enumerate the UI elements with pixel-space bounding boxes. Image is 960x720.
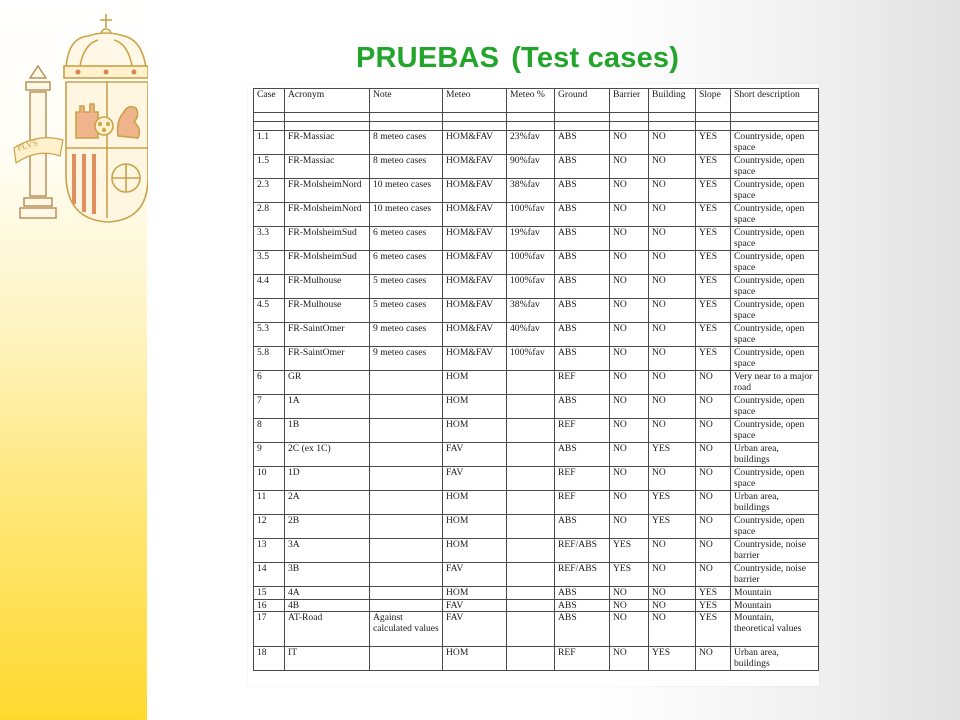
cell-slope: YES	[696, 599, 731, 612]
cell-short-description: Countryside, open space	[731, 251, 819, 275]
cell-case: 9	[254, 443, 285, 467]
header-barrier: Barrier	[610, 89, 649, 113]
cell-meteo-percent: 23%fav	[507, 131, 555, 155]
cell-barrier: NO	[610, 155, 649, 179]
cell-building: NO	[649, 612, 696, 647]
cell-slope: NO	[696, 491, 731, 515]
table-row	[254, 587, 819, 600]
cell-barrier: YES	[610, 563, 649, 587]
cell-meteo-percent	[507, 587, 555, 600]
cell-case: 11	[254, 491, 285, 515]
header-short-description: Short description	[731, 89, 819, 113]
cell-slope: YES	[696, 203, 731, 227]
header-case: Case	[254, 89, 285, 113]
cell-case: 18	[254, 647, 285, 671]
cell-short-description: Urban area, buildings	[731, 647, 819, 671]
cell-ground: REF/ABS	[555, 539, 610, 563]
header-ground: Ground	[555, 89, 610, 113]
cell-case: 8	[254, 419, 285, 443]
cell-slope: NO	[696, 563, 731, 587]
cell-barrier: NO	[610, 203, 649, 227]
cell-slope: NO	[696, 467, 731, 491]
cell-slope: YES	[696, 323, 731, 347]
cell-barrier: NO	[610, 323, 649, 347]
cell-meteo-percent: 100%fav	[507, 203, 555, 227]
cell-acronym: 3B	[285, 563, 370, 587]
cell-short-description: Countryside, noise barrier	[731, 539, 819, 563]
cell-meteo: FAV	[443, 599, 507, 612]
cell-ground: REF	[555, 491, 610, 515]
cell-barrier: NO	[610, 612, 649, 647]
cell-slope: YES	[696, 251, 731, 275]
cell-slope: NO	[696, 419, 731, 443]
cell-note	[370, 599, 443, 612]
cell-short-description: Very near to a major road	[731, 371, 819, 395]
cell-slope: YES	[696, 179, 731, 203]
cell-short-description: Countryside, open space	[731, 395, 819, 419]
cell-short-description: Countryside, open space	[731, 155, 819, 179]
cell-barrier: NO	[610, 443, 649, 467]
cell-meteo: HOM	[443, 647, 507, 671]
cell-acronym: FR-MolsheimNord	[285, 179, 370, 203]
cell-short-description: Countryside, open space	[731, 299, 819, 323]
cell-case: 5.3	[254, 323, 285, 347]
cell-note: 9 meteo cases	[370, 323, 443, 347]
cell-meteo-percent	[507, 467, 555, 491]
table-row	[254, 347, 819, 371]
table-row	[254, 371, 819, 395]
table-row	[254, 647, 819, 671]
cell-ground: REF	[555, 647, 610, 671]
cell-case: 1.1	[254, 131, 285, 155]
table-spacer-row	[254, 113, 819, 122]
cell-building: NO	[649, 227, 696, 251]
cell-acronym: 1D	[285, 467, 370, 491]
cell-slope: YES	[696, 347, 731, 371]
cell-acronym: AT-Road	[285, 612, 370, 647]
cell-meteo: HOM	[443, 419, 507, 443]
cell-note: 10 meteo cases	[370, 179, 443, 203]
cell-building: NO	[649, 203, 696, 227]
table-row	[254, 275, 819, 299]
table-row	[254, 179, 819, 203]
cell-meteo-percent	[507, 515, 555, 539]
cell-slope: NO	[696, 371, 731, 395]
cell-barrier: NO	[610, 515, 649, 539]
table-row	[254, 599, 819, 612]
cell-barrier: NO	[610, 599, 649, 612]
cell-building: NO	[649, 323, 696, 347]
cell-short-description: Countryside, noise barrier	[731, 563, 819, 587]
cell-slope: NO	[696, 647, 731, 671]
cell-acronym: 3A	[285, 539, 370, 563]
header-note: Note	[370, 89, 443, 113]
cell-case: 14	[254, 563, 285, 587]
cell-building: NO	[649, 179, 696, 203]
cell-note	[370, 395, 443, 419]
table-row	[254, 251, 819, 275]
cell-meteo: HOM&FAV	[443, 323, 507, 347]
cell-note	[370, 563, 443, 587]
cell-acronym: 2C (ex 1C)	[285, 443, 370, 467]
cell-building: NO	[649, 599, 696, 612]
cell-note	[370, 515, 443, 539]
cell-barrier: NO	[610, 419, 649, 443]
cell-short-description: Countryside, open space	[731, 131, 819, 155]
cell-meteo: HOM&FAV	[443, 227, 507, 251]
cell-building: NO	[649, 467, 696, 491]
cell-acronym: 2B	[285, 515, 370, 539]
cell-meteo: HOM&FAV	[443, 203, 507, 227]
cell-note	[370, 371, 443, 395]
cell-slope: YES	[696, 612, 731, 647]
cell-barrier: NO	[610, 179, 649, 203]
cell-meteo: HOM&FAV	[443, 131, 507, 155]
cell-case: 12	[254, 515, 285, 539]
test-cases-document	[248, 84, 819, 686]
cell-note	[370, 419, 443, 443]
cell-meteo: HOM&FAV	[443, 347, 507, 371]
cell-case: 7	[254, 395, 285, 419]
table-row	[254, 515, 819, 539]
cell-meteo: HOM&FAV	[443, 275, 507, 299]
cell-acronym: FR-Massiac	[285, 155, 370, 179]
cell-short-description: Countryside, open space	[731, 275, 819, 299]
cell-acronym: FR-SaintOmer	[285, 347, 370, 371]
header-building: Building	[649, 89, 696, 113]
cell-meteo-percent: 100%fav	[507, 251, 555, 275]
cell-barrier: NO	[610, 299, 649, 323]
cell-meteo-percent	[507, 647, 555, 671]
cell-building: NO	[649, 251, 696, 275]
cell-building: NO	[649, 539, 696, 563]
cell-case: 4.4	[254, 275, 285, 299]
table-row	[254, 467, 819, 491]
cell-note: 6 meteo cases	[370, 251, 443, 275]
cell-ground: ABS	[555, 599, 610, 612]
cell-slope: YES	[696, 131, 731, 155]
cell-note: 6 meteo cases	[370, 227, 443, 251]
cell-barrier: NO	[610, 275, 649, 299]
cell-slope: NO	[696, 395, 731, 419]
cell-short-description: Countryside, open space	[731, 179, 819, 203]
cell-case: 6	[254, 371, 285, 395]
cell-short-description: Countryside, open space	[731, 347, 819, 371]
cell-barrier: NO	[610, 347, 649, 371]
cell-meteo: FAV	[443, 443, 507, 467]
cell-case: 5.8	[254, 347, 285, 371]
slide-title	[356, 42, 679, 75]
cell-barrier: NO	[610, 587, 649, 600]
cell-case: 16	[254, 599, 285, 612]
cell-building: NO	[649, 275, 696, 299]
cell-meteo-percent: 19%fav	[507, 227, 555, 251]
cell-meteo-percent	[507, 371, 555, 395]
slide-title-main: PRUEBAS	[356, 42, 500, 74]
cell-building: NO	[649, 155, 696, 179]
cell-ground: ABS	[555, 587, 610, 600]
cell-barrier: NO	[610, 395, 649, 419]
table-row	[254, 155, 819, 179]
cell-meteo: HOM	[443, 587, 507, 600]
cell-ground: ABS	[555, 179, 610, 203]
cell-short-description: Urban area, buildings	[731, 491, 819, 515]
cell-ground: ABS	[555, 227, 610, 251]
cell-meteo: FAV	[443, 612, 507, 647]
cell-slope: YES	[696, 155, 731, 179]
cell-ground: ABS	[555, 299, 610, 323]
cell-barrier: NO	[610, 227, 649, 251]
cell-meteo: HOM&FAV	[443, 299, 507, 323]
cell-case: 3.5	[254, 251, 285, 275]
cell-meteo: HOM	[443, 539, 507, 563]
cell-acronym: 4A	[285, 587, 370, 600]
header-meteo: Meteo	[443, 89, 507, 113]
cell-acronym: 1A	[285, 395, 370, 419]
cell-meteo-percent: 40%fav	[507, 323, 555, 347]
cell-meteo-percent: 38%fav	[507, 299, 555, 323]
cell-ground: REF/ABS	[555, 563, 610, 587]
cell-acronym: 2A	[285, 491, 370, 515]
cell-meteo: HOM	[443, 395, 507, 419]
cell-meteo: HOM	[443, 371, 507, 395]
cell-meteo-percent	[507, 419, 555, 443]
cell-meteo-percent	[507, 612, 555, 647]
cell-note: 8 meteo cases	[370, 155, 443, 179]
table-row	[254, 395, 819, 419]
header-slope: Slope	[696, 89, 731, 113]
cell-case: 1.5	[254, 155, 285, 179]
cell-building: NO	[649, 131, 696, 155]
table-row	[254, 612, 819, 647]
cell-meteo-percent	[507, 563, 555, 587]
cell-slope: NO	[696, 443, 731, 467]
cell-building: NO	[649, 587, 696, 600]
cell-ground: ABS	[555, 395, 610, 419]
cell-note: 5 meteo cases	[370, 299, 443, 323]
cell-ground: ABS	[555, 251, 610, 275]
table-header-row	[254, 89, 819, 113]
cell-acronym: FR-Mulhouse	[285, 299, 370, 323]
cell-slope: YES	[696, 587, 731, 600]
cell-ground: ABS	[555, 131, 610, 155]
cell-meteo: HOM&FAV	[443, 251, 507, 275]
cell-acronym: FR-SaintOmer	[285, 323, 370, 347]
cell-building: NO	[649, 299, 696, 323]
cell-ground: REF	[555, 419, 610, 443]
cell-slope: YES	[696, 299, 731, 323]
cell-building: NO	[649, 563, 696, 587]
cell-short-description: Countryside, open space	[731, 203, 819, 227]
table-row	[254, 227, 819, 251]
cell-ground: ABS	[555, 443, 610, 467]
table-row	[254, 299, 819, 323]
cell-meteo-percent	[507, 599, 555, 612]
cell-slope: NO	[696, 515, 731, 539]
table-row	[254, 539, 819, 563]
cell-short-description: Mountain	[731, 599, 819, 612]
cell-barrier: NO	[610, 467, 649, 491]
cell-ground: ABS	[555, 612, 610, 647]
cell-acronym: IT	[285, 647, 370, 671]
cell-barrier: YES	[610, 539, 649, 563]
cell-ground: ABS	[555, 275, 610, 299]
cell-meteo: FAV	[443, 467, 507, 491]
cell-building: YES	[649, 647, 696, 671]
cell-meteo: HOM&FAV	[443, 155, 507, 179]
cell-building: NO	[649, 347, 696, 371]
cell-ground: ABS	[555, 323, 610, 347]
cell-note	[370, 539, 443, 563]
spain-coat-of-arms-icon	[8, 8, 148, 223]
cell-building: YES	[649, 443, 696, 467]
cell-building: NO	[649, 371, 696, 395]
table-row	[254, 323, 819, 347]
cell-ground: ABS	[555, 515, 610, 539]
cell-case: 4.5	[254, 299, 285, 323]
header-acronym: Acronym	[285, 89, 370, 113]
cell-case: 2.3	[254, 179, 285, 203]
table-body	[254, 131, 819, 671]
cell-building: YES	[649, 491, 696, 515]
table-row	[254, 419, 819, 443]
cell-acronym: GR	[285, 371, 370, 395]
cell-meteo: HOM	[443, 515, 507, 539]
cell-case: 2.8	[254, 203, 285, 227]
cell-ground: REF	[555, 467, 610, 491]
cell-meteo-percent: 90%fav	[507, 155, 555, 179]
cell-meteo: FAV	[443, 563, 507, 587]
cell-barrier: NO	[610, 647, 649, 671]
cell-short-description: Countryside, open space	[731, 419, 819, 443]
cell-short-description: Countryside, open space	[731, 467, 819, 491]
cell-barrier: NO	[610, 491, 649, 515]
cell-acronym: 4B	[285, 599, 370, 612]
table-row	[254, 443, 819, 467]
cell-meteo-percent	[507, 539, 555, 563]
cell-note: 8 meteo cases	[370, 131, 443, 155]
header-meteo-percent: Meteo %	[507, 89, 555, 113]
cell-barrier: NO	[610, 371, 649, 395]
cell-case: 10	[254, 467, 285, 491]
cell-building: YES	[649, 515, 696, 539]
cell-short-description: Mountain, theoretical values	[731, 612, 819, 647]
slide-title-subtitle: (Test cases)	[511, 42, 680, 74]
cell-acronym: FR-MolsheimNord	[285, 203, 370, 227]
cell-slope: YES	[696, 227, 731, 251]
cell-note	[370, 467, 443, 491]
cell-meteo-percent: 100%fav	[507, 275, 555, 299]
cell-ground: REF	[555, 371, 610, 395]
cell-slope: YES	[696, 275, 731, 299]
cell-case: 3.3	[254, 227, 285, 251]
cell-short-description: Mountain	[731, 587, 819, 600]
cell-ground: ABS	[555, 155, 610, 179]
cell-note	[370, 587, 443, 600]
cell-case: 13	[254, 539, 285, 563]
cell-short-description: Countryside, open space	[731, 323, 819, 347]
cell-note: Against calculated values	[370, 612, 443, 647]
cell-short-description: Urban area, buildings	[731, 443, 819, 467]
cell-slope: NO	[696, 539, 731, 563]
cell-meteo-percent	[507, 395, 555, 419]
table-row	[254, 131, 819, 155]
cell-acronym: FR-Massiac	[285, 131, 370, 155]
cell-meteo-percent	[507, 443, 555, 467]
cell-case: 17	[254, 612, 285, 647]
cell-meteo-percent	[507, 491, 555, 515]
cell-acronym: FR-MolsheimSud	[285, 251, 370, 275]
cell-note	[370, 491, 443, 515]
cell-case: 15	[254, 587, 285, 600]
table-spacer-row	[254, 122, 819, 131]
cell-meteo: HOM	[443, 491, 507, 515]
cell-barrier: NO	[610, 131, 649, 155]
cell-ground: ABS	[555, 203, 610, 227]
cell-meteo-percent: 100%fav	[507, 347, 555, 371]
cell-building: NO	[649, 419, 696, 443]
cell-acronym: FR-MolsheimSud	[285, 227, 370, 251]
cell-short-description: Countryside, open space	[731, 515, 819, 539]
cell-note	[370, 647, 443, 671]
crest-motto: PLVS	[15, 137, 39, 153]
cell-barrier: NO	[610, 251, 649, 275]
cell-ground: ABS	[555, 347, 610, 371]
test-cases-table	[253, 88, 819, 671]
cell-building: NO	[649, 395, 696, 419]
cell-note	[370, 443, 443, 467]
cell-note: 5 meteo cases	[370, 275, 443, 299]
cell-note: 9 meteo cases	[370, 347, 443, 371]
cell-note: 10 meteo cases	[370, 203, 443, 227]
cell-meteo: HOM&FAV	[443, 179, 507, 203]
table-row	[254, 491, 819, 515]
cell-meteo-percent: 38%fav	[507, 179, 555, 203]
cell-acronym: FR-Mulhouse	[285, 275, 370, 299]
table-row	[254, 203, 819, 227]
cell-short-description: Countryside, open space	[731, 227, 819, 251]
cell-acronym: 1B	[285, 419, 370, 443]
table-row	[254, 563, 819, 587]
